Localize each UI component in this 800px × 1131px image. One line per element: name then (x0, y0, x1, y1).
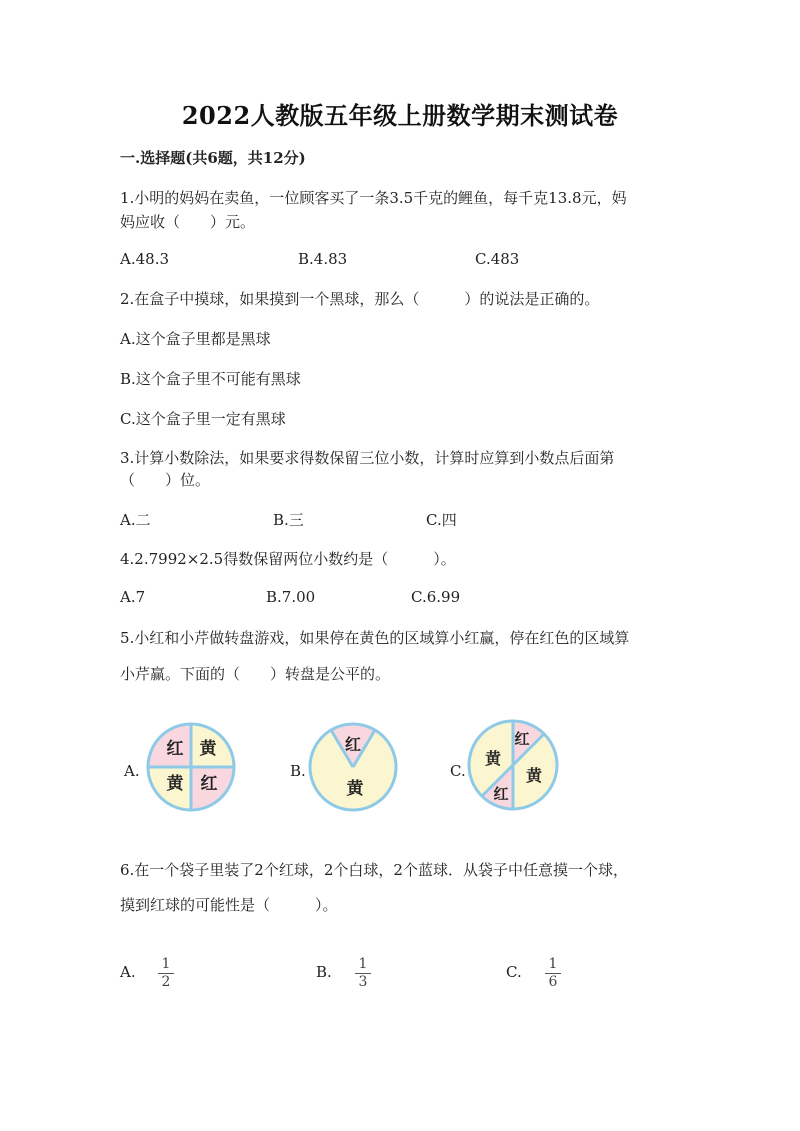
question-1-text-line-1: 1.小明的妈妈在卖鱼，一位顾客买了一条3.5千克的鲤鱼，每千克13.8元，妈 (120, 189, 627, 207)
spinner-c-label: C. (450, 762, 466, 780)
question-3-option-c: C.四 (426, 511, 457, 529)
question-5-text-line-1: 5.小红和小芹做转盘游戏，如果停在黄色的区域算小红赢，停在红色的区域算 (120, 629, 630, 647)
question-5-text-line-2: 小芹赢。下面的（ ）转盘是公平的。 (120, 665, 391, 683)
question-3-text-line-2: （ ）位。 (120, 471, 211, 489)
fraction-numerator: 1 (548, 956, 558, 972)
question-1-option-a: A.48.3 (120, 250, 169, 268)
spinner-b-red-label: 红 (344, 735, 362, 754)
spinner-a-diagram (146, 722, 236, 812)
spinner-c-diagram (467, 719, 559, 811)
spinner-a-red-label-2: 红 (200, 774, 218, 794)
fraction-denominator: 3 (358, 974, 368, 990)
page-title: 2022人教版五年级上册数学期末测试卷 (181, 101, 619, 130)
spinner-a-yellow-label-1: 黄 (199, 739, 217, 759)
fraction-denominator: 2 (161, 974, 171, 990)
spinner-a-red-label-1: 红 (166, 739, 184, 759)
fraction-denominator: 6 (548, 974, 558, 990)
question-6-option-c-fraction (545, 957, 561, 990)
spinner-c-red-label-1: 红 (514, 730, 530, 748)
fraction-numerator: 1 (161, 956, 171, 972)
question-3-option-a: A.二 (120, 511, 151, 529)
question-6-option-a-label: A. (120, 963, 136, 981)
question-1-text-line-2: 妈应收（ ）元。 (120, 213, 256, 231)
question-6-option-b-fraction (355, 957, 371, 990)
spinner-c-yellow-label-1: 黄 (484, 749, 502, 768)
fraction-numerator: 1 (358, 956, 368, 972)
question-2-option-a: A.这个盒子里都是黑球 (120, 330, 271, 348)
question-4-text: 4.2.7992×2.5得数保留两位小数约是（ ）。 (120, 550, 456, 568)
question-2-option-c: C.这个盒子里一定有黑球 (120, 410, 286, 428)
spinner-a-yellow-label-2: 黄 (166, 774, 184, 794)
spinner-c-yellow-label-2: 黄 (525, 766, 543, 785)
question-2-text: 2.在盒子中摸球，如果摸到一个黑球，那么（ ）的说法是正确的。 (120, 290, 600, 308)
question-3-option-b: B.三 (273, 511, 304, 529)
question-6-text-line-1: 6.在一个袋子里装了2个红球，2个白球，2个蓝球．从袋子中任意摸一个球， (120, 861, 628, 879)
question-6-option-b-label: B. (316, 963, 332, 981)
question-6-text-line-2: 摸到红球的可能性是（ ）。 (120, 896, 338, 914)
question-4-option-c: C.6.99 (411, 588, 461, 606)
question-6-option-c-label: C. (506, 963, 522, 981)
question-2-option-b: B.这个盒子里不可能有黑球 (120, 370, 301, 388)
question-1-option-b: B.4.83 (298, 250, 348, 268)
question-4-option-b: B.7.00 (266, 588, 316, 606)
spinner-b-label: B. (290, 762, 306, 780)
question-6-option-a-fraction (158, 957, 174, 990)
spinner-b-diagram (308, 722, 398, 812)
question-1-option-c: C.483 (475, 250, 520, 268)
question-3-text-line-1: 3.计算小数除法，如果要求得数保留三位小数，计算时应算到小数点后面第 (120, 449, 615, 467)
spinner-c-red-label-2: 红 (493, 785, 509, 803)
section-heading: 一.选择题(共6题，共12分) (120, 149, 306, 167)
spinner-b-yellow-label: 黄 (346, 779, 364, 799)
question-4-option-a: A.7 (120, 588, 146, 606)
spinner-a-label: A. (124, 762, 140, 780)
